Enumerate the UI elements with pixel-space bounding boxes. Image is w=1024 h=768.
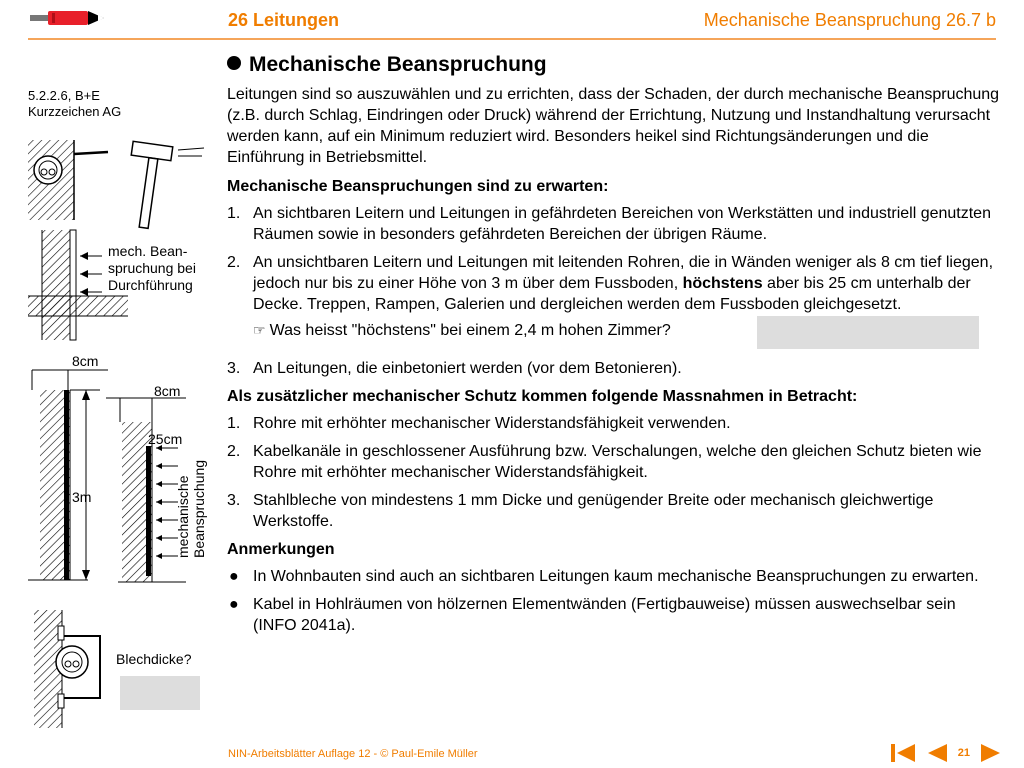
hammer-impact-illustration bbox=[28, 140, 204, 228]
bushing-illustration bbox=[28, 230, 196, 340]
abbreviation-note: Kurzzeichen AG bbox=[28, 104, 122, 119]
zone-vertical-label-2: Beanspruchung bbox=[191, 459, 207, 558]
list-item: ● Kabel in Hohlräumen von hölzernen Elementwänden (Fertigbauweise) müssen auswechselbar sein (INFO 2041a). bbox=[229, 596, 956, 634]
ceiling-distance-label-25cm: 25cm bbox=[148, 431, 183, 447]
page-title: Mechanische Beanspruchung bbox=[227, 52, 1002, 78]
page-number: 21 bbox=[957, 747, 970, 759]
bullet-dot bbox=[227, 56, 241, 70]
bushing-label-line-2: spruchung bei bbox=[108, 260, 196, 276]
expected-stress-heading: Mechanische Beanspruchungen sind zu erwarten: bbox=[227, 178, 609, 195]
list-item: 1. An sichtbaren Leitern und Leitungen in gefährdeten Bereichen von Werkstätten und industriell genutzten Räumen sowie in besonders gefährdeten Bereichen der übrigen Räume. bbox=[227, 205, 991, 243]
notes-heading: Anmerkungen bbox=[227, 541, 335, 558]
answer-input-box[interactable] bbox=[757, 316, 979, 349]
sidebar-illustrations bbox=[28, 128, 228, 728]
footer-copyright: NIN-Arbeitsblätter Auflage 12 - © Paul-Emile Müller bbox=[228, 748, 478, 760]
header-divider bbox=[28, 38, 996, 40]
page-navigation bbox=[890, 742, 1002, 764]
list-item: 3. An Leitungen, die einbetoniert werden (vor dem Betonieren). bbox=[227, 360, 682, 377]
list-item: ● In Wohnbauten sind auch an sichtbaren Leitungen kaum mechanische Beanspruchungen zu erwarten. bbox=[229, 568, 979, 585]
section-reference: Mechanische Beanspruchung 26.7 b bbox=[703, 10, 996, 30]
list-item: 3. Stahlbleche von mindestens 1 mm Dicke und genügender Breite oder mechanisch gleichwertige Werkstoffe. bbox=[227, 492, 934, 530]
pointing-hand-icon: ☞ bbox=[253, 322, 266, 338]
next-page-icon[interactable] bbox=[980, 743, 1002, 763]
expected-stress-list-continued bbox=[227, 358, 1002, 379]
depth-label-8cm: 8cm bbox=[72, 353, 99, 369]
protection-list bbox=[227, 413, 1002, 532]
bushing-label-line-1: mech. Bean- bbox=[108, 243, 188, 259]
pencil-icon bbox=[28, 6, 108, 30]
steel-sheet-illustration bbox=[34, 610, 200, 728]
question-hint: ☞ Was heisst "höchstens" bei einem 2,4 m hohen Zimmer? bbox=[253, 320, 1002, 350]
bushing-label-line-3: Durchführung bbox=[108, 277, 193, 293]
list-item: 2. Kabelkanäle in geschlossener Ausführung bzw. Verschalungen, welche den gleichen Schutz bieten wie Rohre mit erhöhter mechanischer Widerstandsfähigkeit. bbox=[227, 443, 982, 481]
page-header bbox=[0, 0, 1024, 40]
zone-vertical-label-1: mechanische bbox=[175, 475, 191, 558]
protection-heading: Als zusätzlicher mechanischer Schutz kommen folgende Massnahmen in Betracht: bbox=[227, 388, 858, 405]
previous-page-icon[interactable] bbox=[926, 743, 948, 763]
sidebar bbox=[28, 88, 218, 120]
chapter-title: 26 Leitungen bbox=[228, 10, 340, 30]
sheet-thickness-label: Blechdicke? bbox=[116, 651, 192, 667]
depth-label-8cm-right: 8cm bbox=[154, 383, 181, 399]
expected-stress-list bbox=[227, 203, 1002, 315]
notes-list bbox=[227, 566, 1002, 636]
intro-paragraph: Leitungen sind so auszuwählen und zu errichten, dass der Schaden, der durch mechanische Beanspruchung (z.B. durch Schlag, Eindringen oder Druck) während der Errichtung, Nutzung und Instandhaltung verursacht werden kann, auf ein Minimum reduziert wird. Besonders heikel sind Richtungsänderungen und die Einführung in Betriebsmittel. bbox=[227, 86, 1000, 166]
first-page-icon[interactable] bbox=[890, 743, 916, 763]
sheet-thickness-answer-box[interactable] bbox=[120, 676, 200, 710]
list-item: 1. Rohre mit erhöhter mechanischer Widerstandsfähigkeit verwenden. bbox=[227, 415, 731, 432]
height-label-3m: 3m bbox=[72, 489, 92, 505]
standard-reference: 5.2.2.6, B+E bbox=[28, 88, 100, 103]
installation-zone-illustration bbox=[28, 353, 207, 582]
list-item: 2. An unsichtbaren Leitern und Leitungen mit leitenden Rohren, die in Wänden weniger als 8 cm tief liegen, jedoch nur bis zu einer Höhe von 3 m über dem Fussboden, höchstens aber bis 25 cm unterhalb der Decke. Treppen, Rampen, Galerien und dergleichen werden dem Fussboden gleichgesetzt. bbox=[227, 254, 994, 313]
main-content bbox=[227, 52, 1002, 643]
